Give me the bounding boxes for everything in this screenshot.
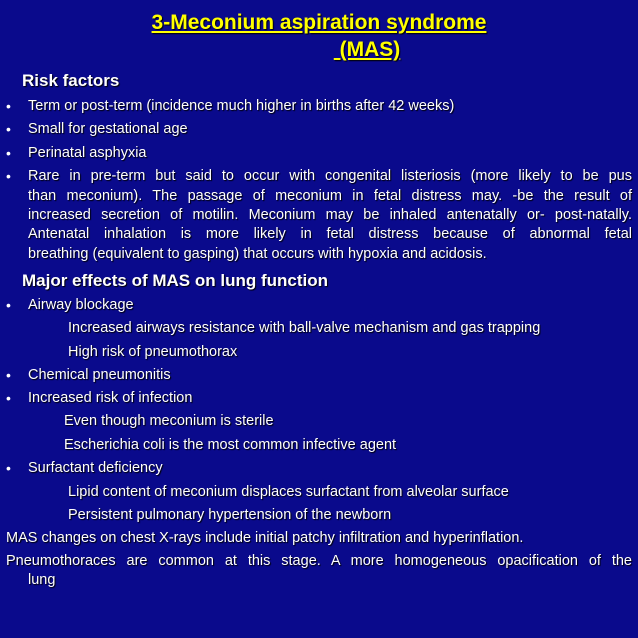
- risk-rare-line1: Rare in pre-term but said to occur with congenital listeriosis (more likely to be pus: [28, 168, 632, 184]
- effect-infection-sub1: Even though meconium is sterile: [64, 413, 274, 429]
- effect-chemical: Chemical pneumonitis: [28, 367, 171, 383]
- effect-surfactant: Surfactant deficiency: [28, 460, 163, 476]
- bullet-icon: •: [6, 367, 11, 383]
- risk-item-term: Term or post-term (incidence much higher in births after 42 weeks): [28, 98, 455, 114]
- risk-item-sga: Small for gestational age: [28, 121, 188, 137]
- risk-rare-line5: breathing (equivalent to gasping) that occurs with hypoxia and acidosis.: [28, 246, 487, 262]
- effect-surfactant-sub1: Lipid content of meconium displaces surfactant from alveolar surface: [68, 484, 509, 500]
- xray-paragraph: MAS changes on chest X-rays include initial patchy infiltration and hyperinflation.: [6, 530, 524, 546]
- bullet-icon: •: [6, 460, 11, 476]
- risk-rare-line4: Antenatal inhalation is more likely in fetal distress because of abnormal fetal: [28, 226, 632, 242]
- major-effects-heading: Major effects of MAS on lung function: [22, 271, 328, 290]
- pneumo-line2: lung: [28, 572, 56, 588]
- bullet-icon: •: [6, 121, 11, 137]
- effect-airway: Airway blockage: [28, 297, 134, 313]
- effect-airway-sub2: High risk of pneumothorax: [68, 344, 238, 360]
- slide-title-line1: 3-Meconium aspiration syndrome: [151, 11, 487, 34]
- effect-infection: Increased risk of infection: [28, 390, 193, 406]
- pneumo-line1: Pneumothoraces are common at this stage. A more homogeneous opacification of the: [6, 553, 632, 569]
- risk-item-asphyxia: Perinatal asphyxia: [28, 145, 147, 161]
- risk-rare-line2: than meconium). The passage of meconium in fetal distress may. -be the result of: [28, 188, 632, 204]
- bullet-icon: •: [6, 98, 11, 114]
- effect-infection-sub2: Escherichia coli is the most common infective agent: [64, 437, 397, 453]
- risk-rare-line3: increased secretion of motilin. Meconium may be inhaled antenatally or- post-natally.: [28, 207, 632, 223]
- slide-title-line2: (MAS): [333, 38, 401, 61]
- bullet-icon: •: [6, 145, 11, 161]
- bullet-icon: •: [6, 390, 11, 406]
- bullet-icon: •: [6, 297, 11, 313]
- effect-airway-sub1: Increased airways resistance with ball-valve mechanism and gas trapping: [68, 320, 541, 336]
- effect-surfactant-sub2: Persistent pulmonary hypertension of the newborn: [68, 507, 392, 523]
- bullet-icon: •: [6, 168, 11, 184]
- risk-factors-heading: Risk factors: [22, 71, 120, 90]
